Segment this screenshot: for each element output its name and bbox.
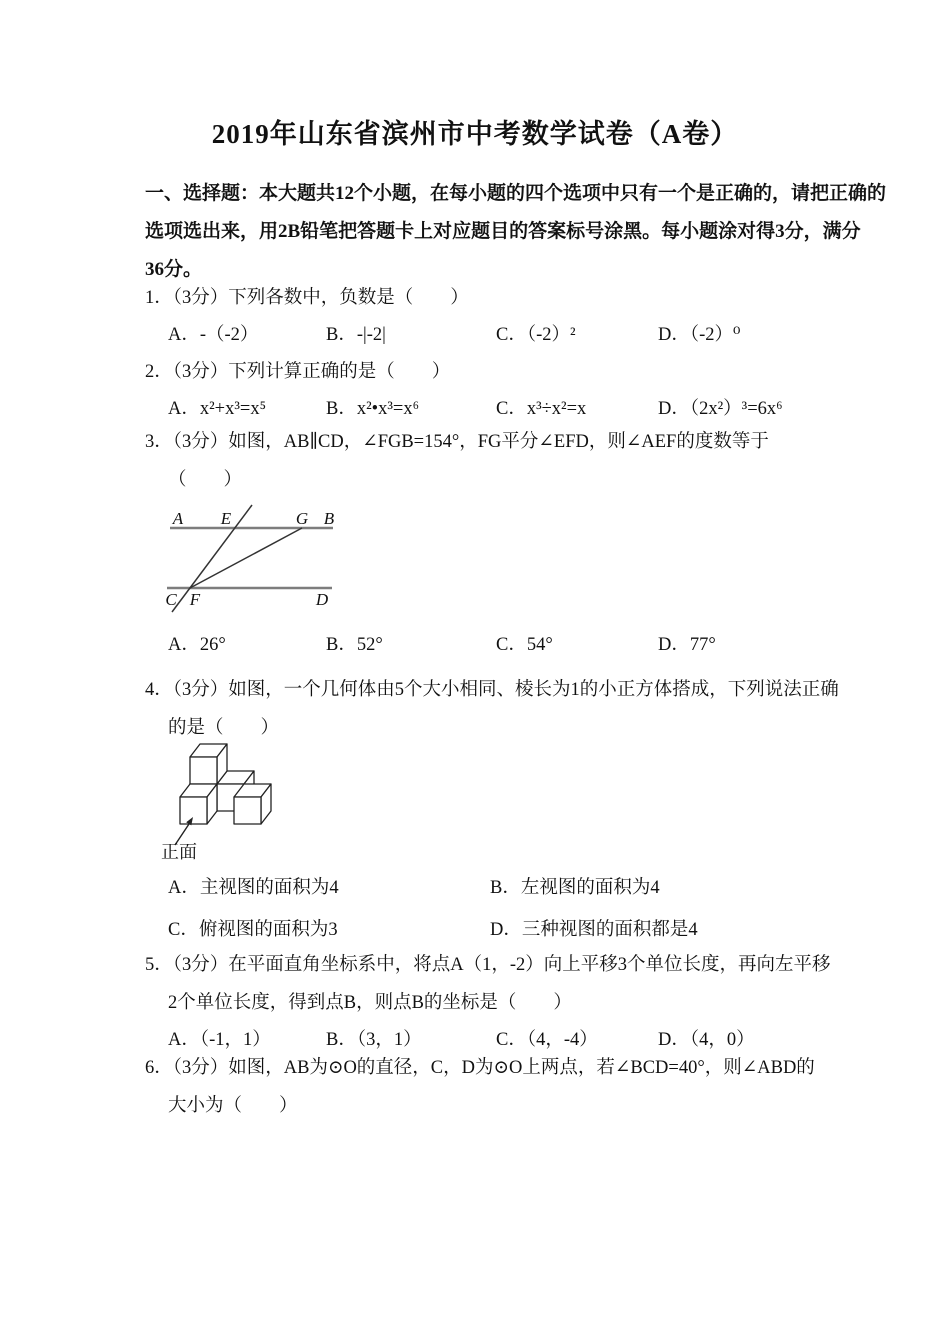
transversal-ef [172, 505, 252, 612]
question-3-text-line-1: 3．（3分）如图，AB∥CD，∠FGB=154°，FG平分∠EFD，则∠AEF的度数等于 [145, 432, 769, 452]
question-2-text: 2．（3分）下列计算正确的是（ ） [145, 362, 451, 382]
point-label-e: E [220, 509, 232, 528]
q2-option-b: B．x²•x³=x⁶ [326, 399, 420, 419]
cube-front-left [180, 784, 217, 824]
q2-option-a: A．x²+x³=x⁵ [168, 399, 267, 419]
question-3-options [145, 626, 925, 664]
q3-option-b: B．52° [326, 635, 383, 655]
q1-option-d: D．（-2）⁰ [658, 325, 741, 345]
question-1-text: 1．（3分）下列各数中，负数是（ ） [145, 288, 469, 308]
cube-top [190, 744, 227, 784]
front-face-label: 正面 [161, 842, 197, 862]
point-label-b: B [323, 509, 335, 528]
question-4-options-row-2 [145, 911, 925, 949]
question-3-figure [150, 495, 350, 628]
parallel-lines-diagram [150, 495, 350, 623]
intro-line-3: 36分。 [145, 259, 203, 280]
q5-option-c: C．（4，-4） [496, 1030, 598, 1050]
q1-option-b: B．-|-2| [326, 325, 386, 345]
q4-option-d: D．三种视图的面积都是4 [490, 920, 698, 940]
question-6-text-line-2: 大小为（ ） [168, 1096, 298, 1116]
question-4-text-line-2: 的是（ ） [168, 718, 280, 738]
cube-front-right [234, 784, 271, 824]
q1-option-a: A．-（-2） [168, 325, 259, 345]
question-4-figure [155, 737, 335, 872]
q3-option-d: D．77° [658, 635, 716, 655]
point-label-g: G [295, 509, 309, 528]
q2-option-c: C．x³÷x²=x [496, 399, 587, 419]
page-title: 2019年山东省滨州市中考数学试卷（A卷） [211, 119, 739, 149]
intro-line-2: 选项选出来，用2B铅笔把答题卡上对应题目的答案标号涂黑。每小题涂对得3分，满分 [145, 221, 861, 242]
q5-option-d: D．（4，0） [658, 1030, 755, 1050]
q3-option-c: C．54° [496, 635, 553, 655]
q4-option-a: A．主视图的面积为4 [168, 878, 339, 898]
q4-option-b: B．左视图的面积为4 [490, 878, 660, 898]
q5-option-b: B．（3，1） [326, 1030, 422, 1050]
question-4-options-row-1 [145, 869, 925, 907]
point-label-c: C [165, 590, 177, 609]
q3-option-a: A．26° [168, 635, 226, 655]
point-label-f: F [189, 590, 201, 609]
question-6-text-line-1: 6．（3分）如图，AB为⊙O的直径，C，D为⊙O上两点，若∠BCD=40°，则∠ABD的 [145, 1058, 815, 1078]
point-label-a: A [172, 509, 184, 528]
q4-option-c: C．俯视图的面积为3 [168, 920, 338, 940]
point-label-d: D [315, 590, 329, 609]
question-4-text-line-1: 4．（3分）如图，一个几何体由5个大小相同、棱长为1的小正方体搭成，下列说法正确 [145, 680, 839, 700]
cubes-diagram [155, 737, 335, 867]
intro-line-1: 一、选择题：本大题共12个小题，在每小题的四个选项中只有一个是正确的，请把正确的 [145, 183, 887, 204]
q2-option-d: D．（2x²）³=6x⁶ [658, 399, 783, 419]
question-3-text-line-2: （ ） [168, 470, 243, 490]
question-5-text-line-2: 2个单位长度，得到点B，则点B的坐标是（ ） [168, 993, 572, 1013]
question-5-text-line-1: 5．（3分）在平面直角坐标系中，将点A（1，-2）向上平移3个单位长度，再向左平移 [145, 955, 831, 975]
segment-fg [190, 528, 302, 588]
q5-option-a: A．（-1，1） [168, 1030, 271, 1050]
q1-option-c: C．（-2）² [496, 325, 576, 345]
question-1-options [145, 316, 925, 354]
